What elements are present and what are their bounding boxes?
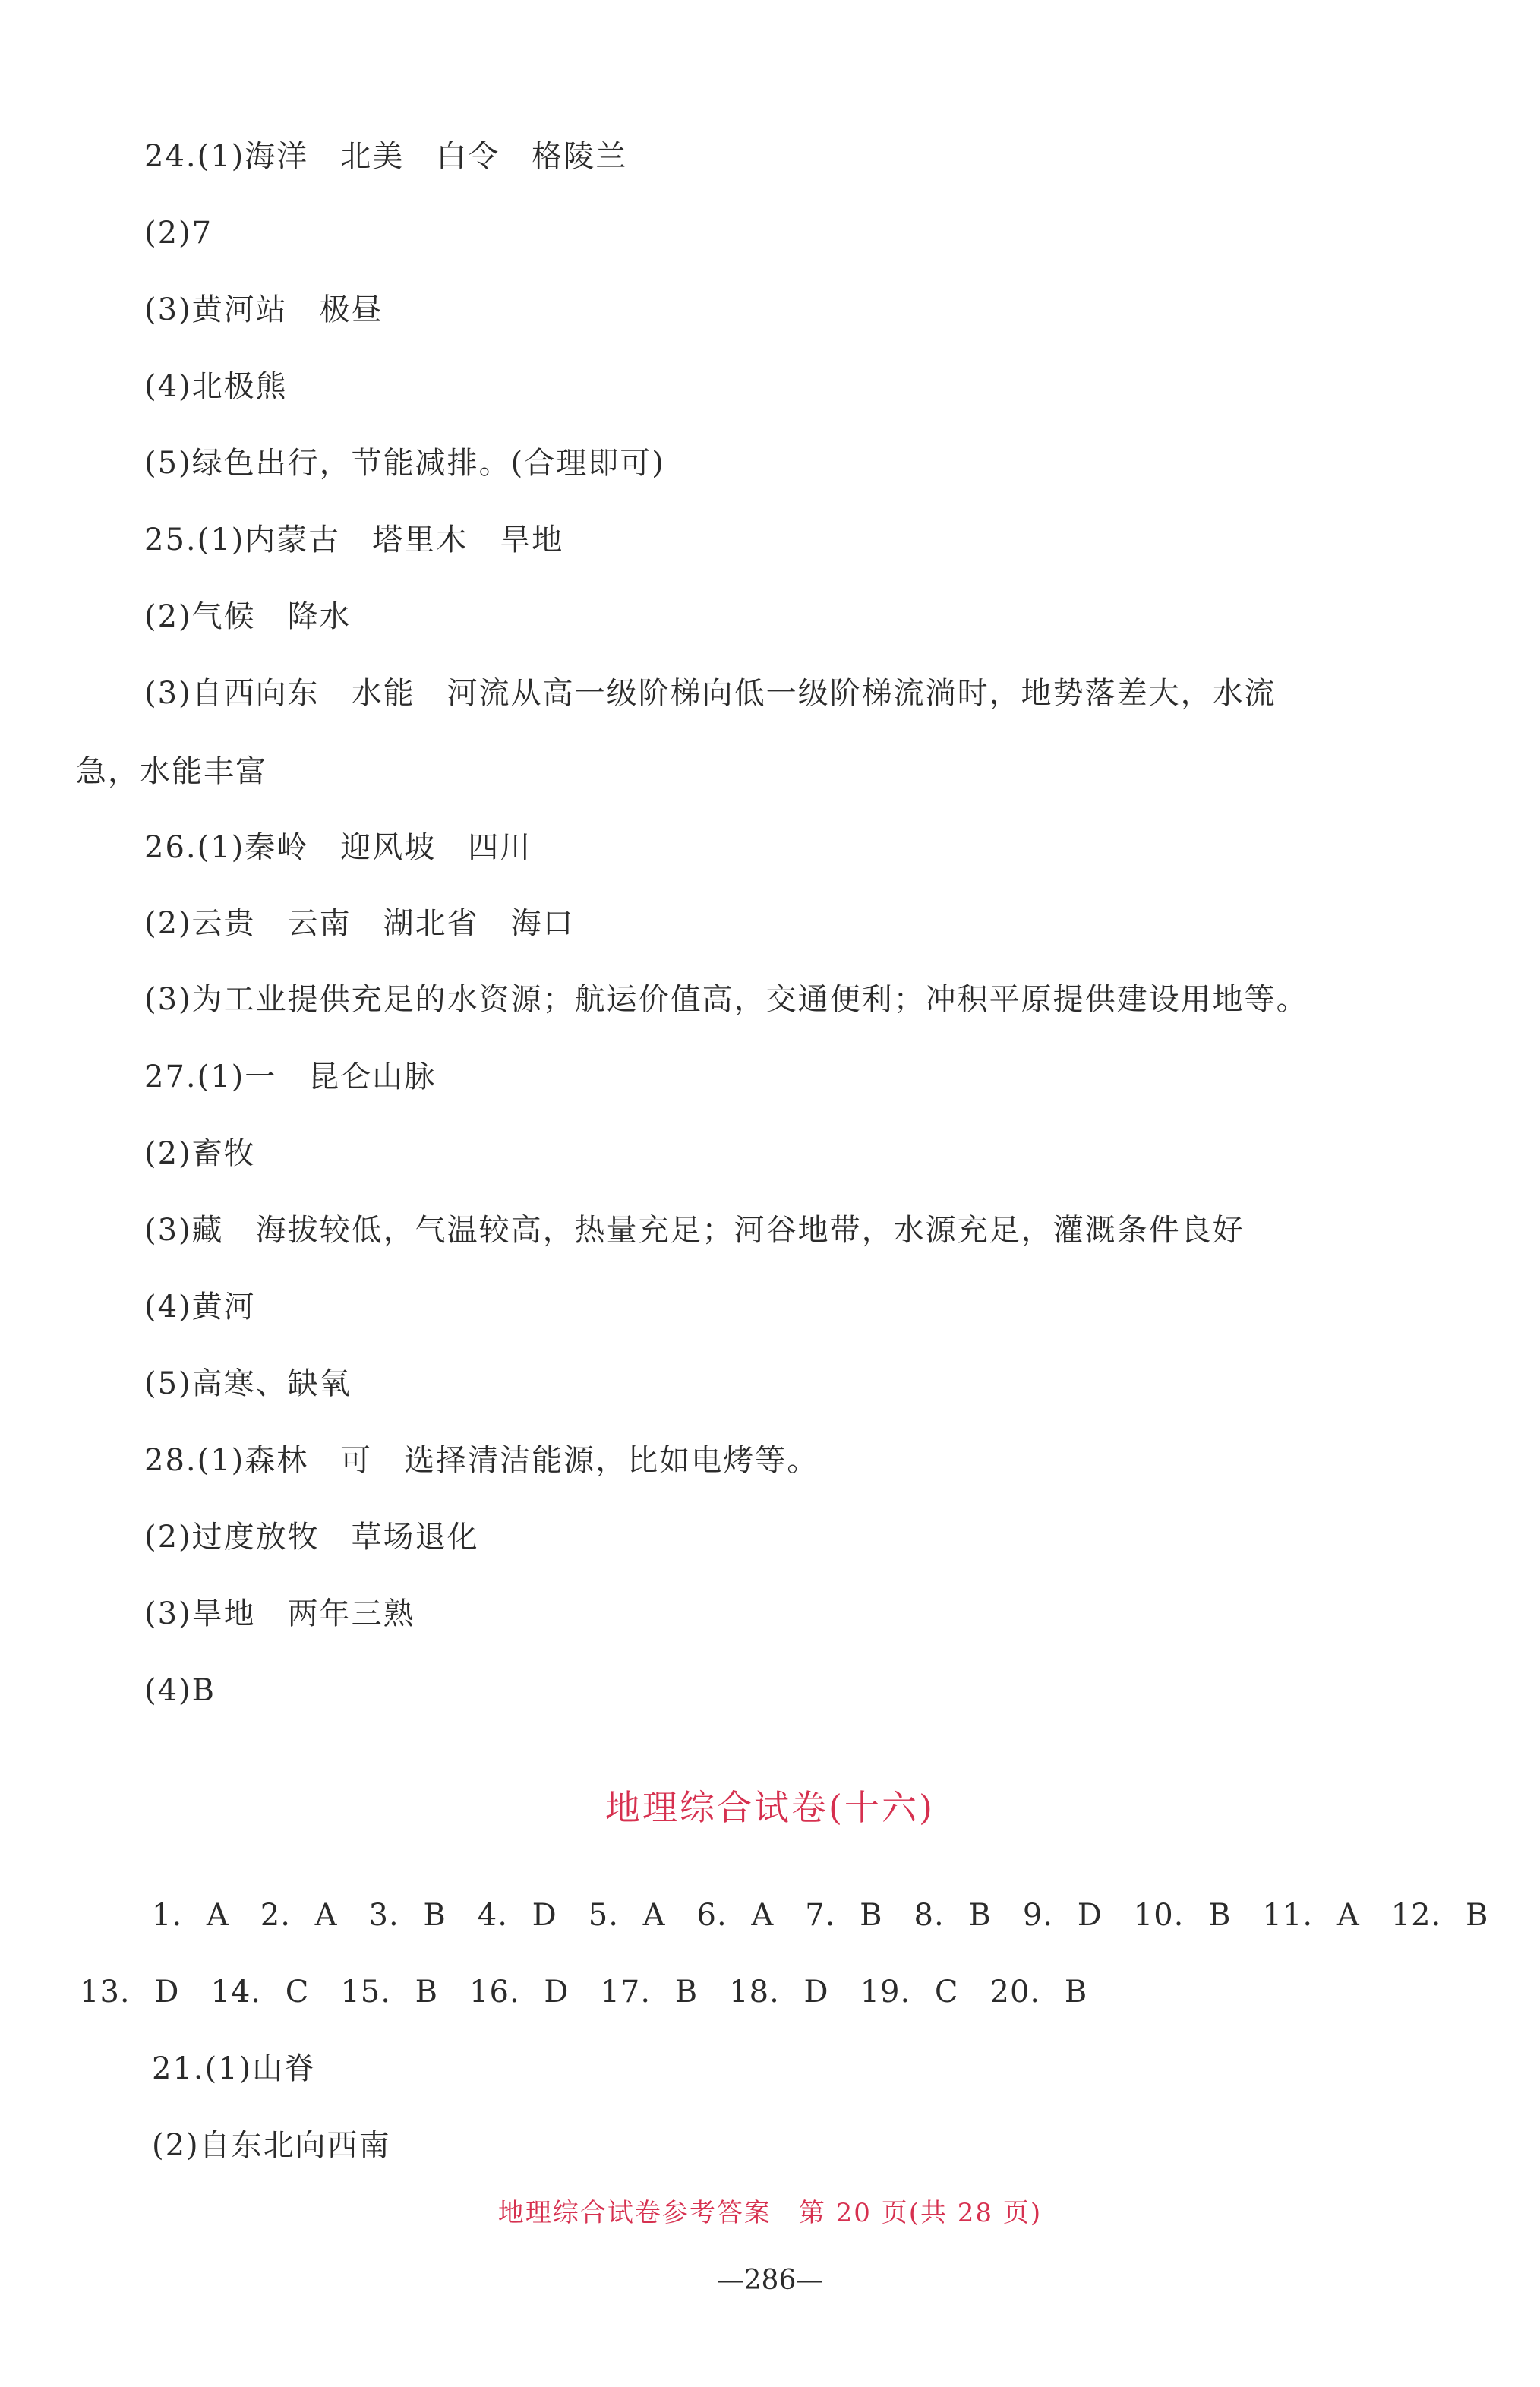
answer-27-1: 27.(1)一 昆仑山脉 (144, 1059, 437, 1094)
answer-28-4: (4)B (144, 1673, 216, 1708)
answer-26-1: 26.(1)秦岭 迎风坡 四川 (144, 830, 532, 865)
answer-25-2: (2)气候 降水 (144, 599, 352, 634)
answer-24-5: (5)绿色出行，节能减排。(合理即可) (144, 446, 665, 481)
answer-27-2: (2)畜牧 (144, 1136, 256, 1171)
answer-28-2: (2)过度放牧 草场退化 (144, 1520, 479, 1555)
answer-21-2: (2)自东北向西南 (152, 2128, 391, 2163)
answer-27-4: (4)黄河 (144, 1290, 256, 1325)
answer-27-3: (3)藏 海拔较低，气温较高，热量充足；河谷地带，水源充足，灌溉条件良好 (144, 1213, 1245, 1248)
answer-26-3: (3)为工业提供充足的水资源；航运价值高，交通便利；冲积平原提供建设用地等。 (144, 982, 1308, 1017)
answer-25-1: 25.(1)内蒙古 塔里木 旱地 (144, 523, 564, 557)
answer-26-2: (2)云贵 云南 湖北省 海口 (144, 906, 575, 941)
answer-27-5: (5)高寒、缺氧 (144, 1366, 352, 1401)
answer-25-3: (3)自西向东 水能 河流从高一级阶梯向低一级阶梯流淌时，地势落差大，水流 (144, 676, 1276, 711)
choice-answers-row-1: 1. A 2. A 3. B 4. D 5. A 6. A 7. B 8. B 9. D 10. B 11. A 12. B (152, 1898, 1489, 1933)
answer-28-1: 28.(1)森林 可 选择清洁能源，比如电烤等。 (144, 1443, 819, 1478)
answer-24-4: (4)北极熊 (144, 369, 288, 404)
choice-answers-row-2: 13. D 14. C 15. B 16. D 17. B 18. D 19. C 20. B (80, 1975, 1088, 2010)
page-number: —286— (716, 2265, 824, 2296)
answer-28-3: (3)旱地 两年三熟 (144, 1596, 415, 1631)
answer-24-1: 24.(1)海洋 北美 白令 格陵兰 (144, 139, 628, 174)
answer-21-1: 21.(1)山脊 (152, 2051, 317, 2086)
answer-25-3-continued: 急，水能丰富 (76, 754, 267, 789)
answer-24-2: (2)7 (144, 216, 213, 251)
section-title: 地理综合试卷(十六) (605, 1787, 935, 1828)
page-footer: 地理综合试卷参考答案 第 20 页(共 28 页) (497, 2198, 1043, 2228)
answer-24-3: (3)黄河站 极昼 (144, 292, 383, 327)
